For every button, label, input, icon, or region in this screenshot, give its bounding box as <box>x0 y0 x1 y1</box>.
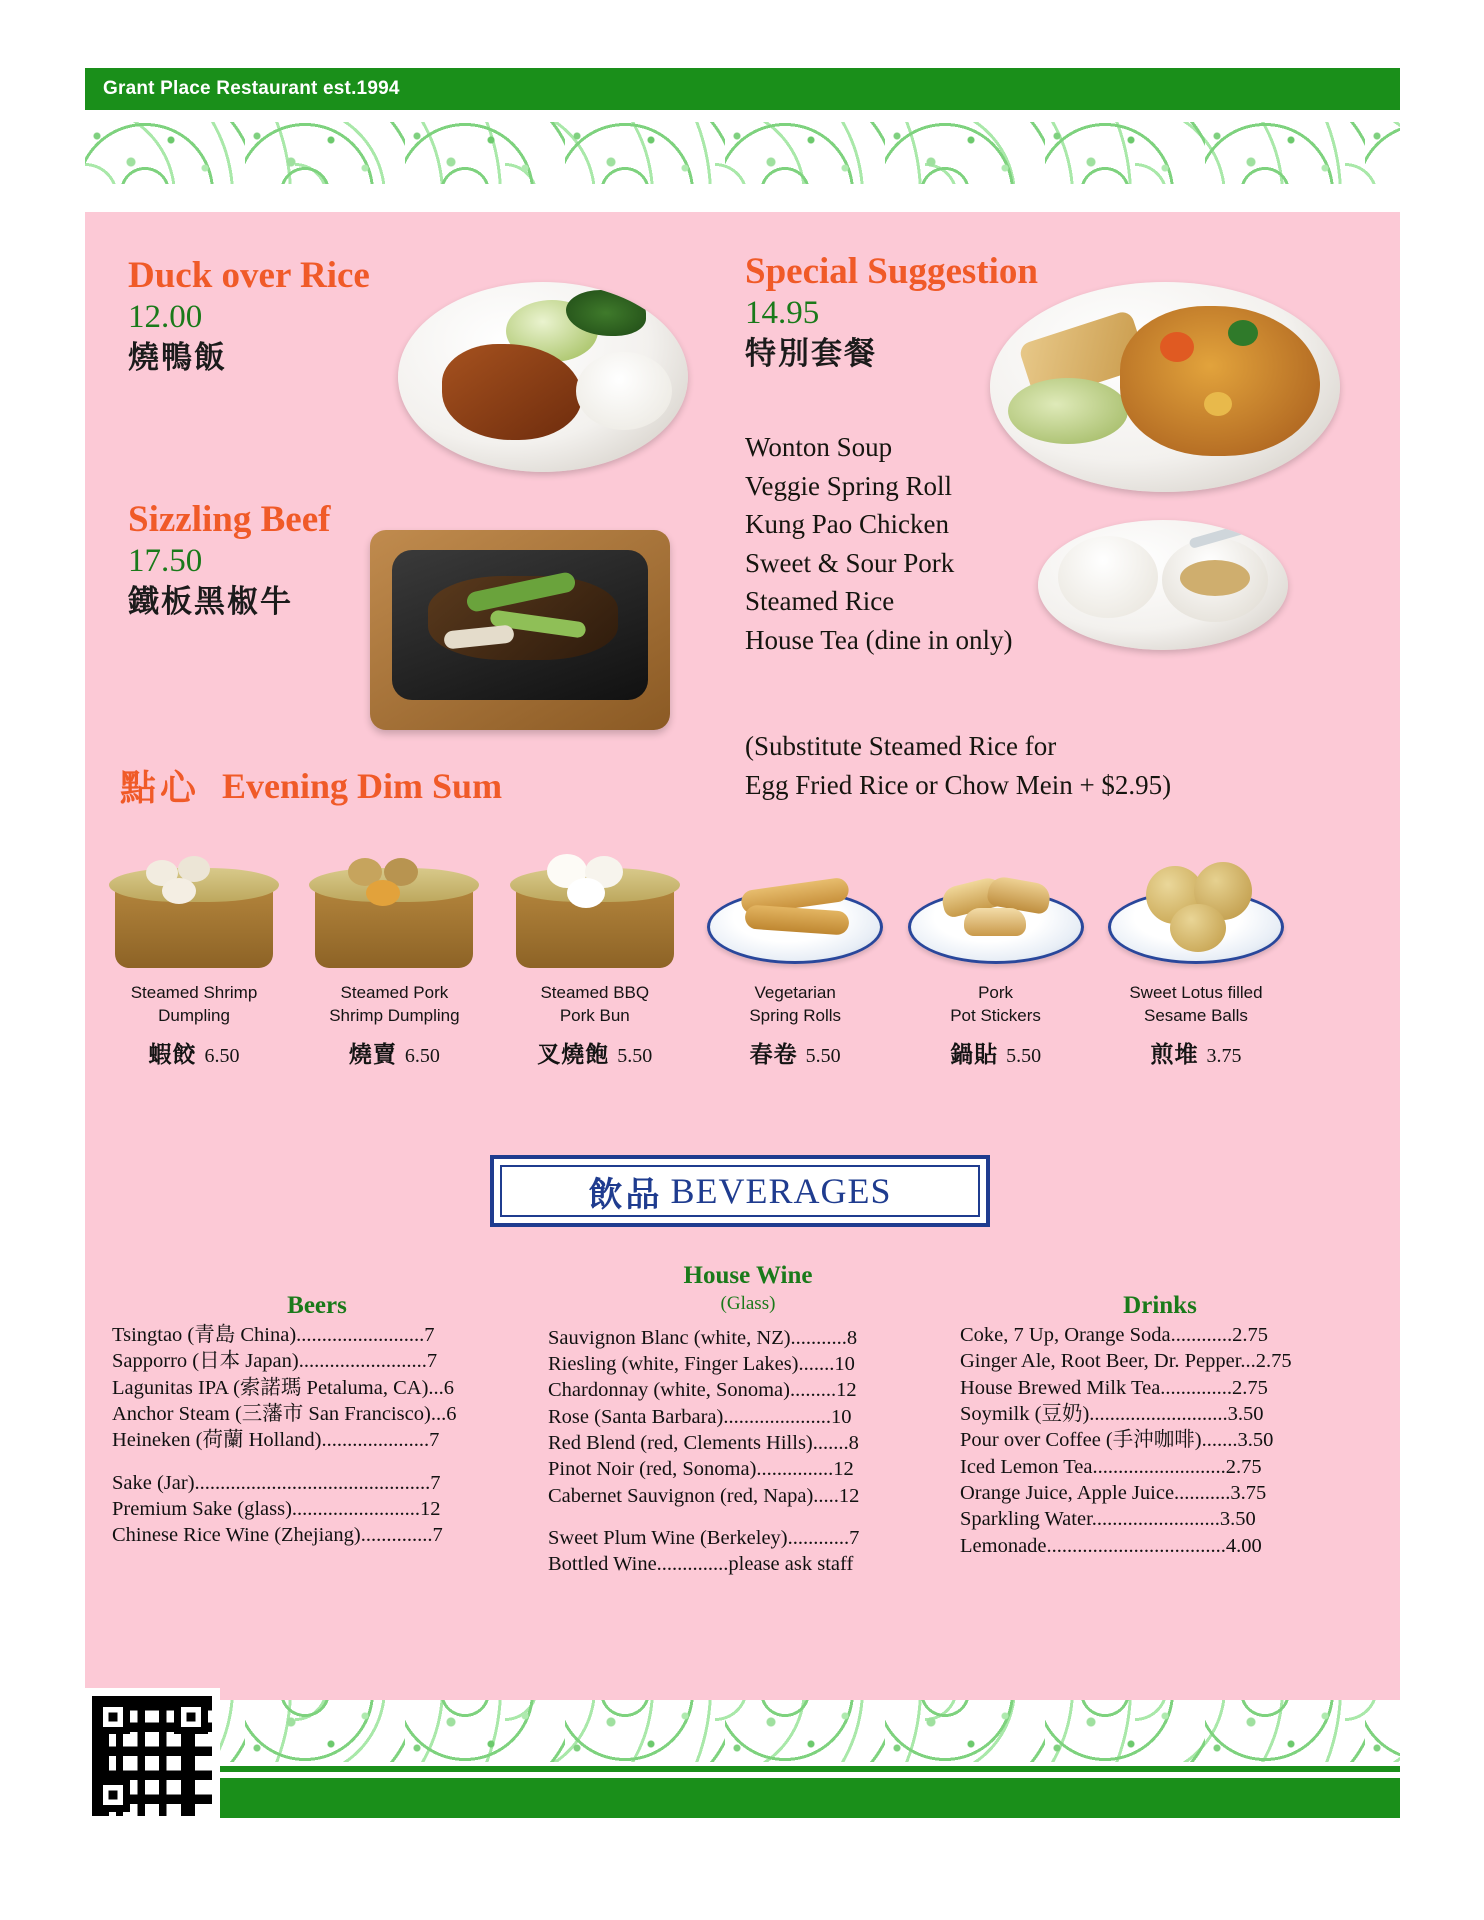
feature-sizzling-beef <box>128 500 330 622</box>
beverages-banner <box>490 1155 990 1227</box>
dim-sum-label-line1: Steamed Shrimp <box>130 983 258 1002</box>
steamed-shrimp-dumpling-photo <box>100 832 288 972</box>
dim-sum-item-pot-stickers <box>902 832 1090 1069</box>
special-note-line-1: (Substitute Steamed Rice for <box>745 731 1057 761</box>
special-items-list <box>745 428 1013 660</box>
wine-extra-line: Bottled Wine..............please ask staff <box>548 1553 854 1576</box>
dim-sum-heading <box>120 760 502 811</box>
dim-sum-label <box>501 982 689 1028</box>
drink-line: Soymilk (豆奶)...........................3.50 <box>960 1403 1264 1426</box>
special-combo-photo <box>990 282 1340 492</box>
drink-line: Ginger Ale, Root Beer, Dr. Pepper...2.75 <box>960 1350 1292 1373</box>
beef-price: 17.50 <box>128 542 203 579</box>
special-item: Steamed Rice <box>745 586 895 617</box>
dim-sum-chinese-name: 春卷 <box>749 1042 798 1067</box>
wine-line: Rose (Santa Barbara).....................10 <box>548 1405 852 1428</box>
sake-line: Chinese Rice Wine (Zhejiang)..............7 <box>112 1524 443 1547</box>
dim-sum-chinese-name: 煎堆 <box>1150 1042 1199 1067</box>
dim-sum-price: 5.50 <box>617 1045 653 1067</box>
steamed-bbq-pork-bun-photo <box>501 832 689 972</box>
duck-chinese: 燒鴨飯 <box>128 339 227 375</box>
beer-line: Heineken (荷蘭 Holland).....................7 <box>112 1429 440 1452</box>
drink-line: Pour over Coffee (手沖咖啡).......3.50 <box>960 1429 1274 1452</box>
dim-sum-english: Evening Dim Sum <box>222 765 503 806</box>
special-item: Kung Pao Chicken <box>745 509 949 540</box>
sesame-balls-photo <box>1102 832 1290 972</box>
dim-sum-label-line2: Shrimp Dumpling <box>329 1005 460 1025</box>
dim-sum-chinese-name: 蝦餃 <box>148 1042 197 1067</box>
footer-bar <box>85 1778 1400 1818</box>
beer-line: Tsingtao (青島 China).........................7 <box>112 1324 435 1347</box>
dim-sum-price-row <box>701 1036 889 1069</box>
drinks-column <box>960 1290 1360 1559</box>
footer-thin-bar <box>85 1766 1400 1772</box>
special-substitution-note <box>745 727 1305 805</box>
drink-line: Sparkling Water.........................3.50 <box>960 1508 1256 1531</box>
dim-sum-label-line1: Steamed Pork <box>340 983 449 1002</box>
wine-extra-line: Sweet Plum Wine (Berkeley)............7 <box>548 1526 860 1549</box>
dim-sum-label-line1: Steamed BBQ <box>540 983 650 1002</box>
dim-sum-label-line2: Sesame Balls <box>1143 1005 1248 1025</box>
special-item: House Tea (dine in only) <box>745 625 1013 656</box>
duck-title: Duck over Rice <box>128 255 370 296</box>
dim-sum-price-row <box>1102 1036 1290 1069</box>
dim-sum-label-line2: Pork Bun <box>559 1005 630 1025</box>
dim-sum-item-sesame-balls <box>1102 832 1290 1069</box>
beverages-english: BEVERAGES <box>670 1171 892 1211</box>
drink-line: Iced Lemon Tea..........................2.75 <box>960 1455 1262 1478</box>
dim-sum-item-spring-rolls <box>701 832 889 1069</box>
decorative-wave-top <box>85 122 1400 184</box>
dim-sum-label <box>701 982 889 1028</box>
dim-sum-chinese-name: 叉燒飽 <box>537 1042 610 1067</box>
beers-heading: Beers <box>287 1292 347 1319</box>
dim-sum-label <box>300 982 488 1028</box>
dim-sum-price: 6.50 <box>204 1045 240 1067</box>
beef-title: Sizzling Beef <box>128 499 331 540</box>
beer-line: Sapporro (日本 Japan).........................7 <box>112 1350 438 1373</box>
dim-sum-item-pork-shrimp-dumpling <box>300 832 488 1069</box>
feature-duck-over-rice <box>128 256 370 378</box>
drink-line: Orange Juice, Apple Juice...........3.75 <box>960 1482 1267 1505</box>
house-wine-subheading: (Glass) <box>720 1293 776 1315</box>
dim-sum-price-row <box>501 1036 689 1069</box>
dim-sum-item-bbq-pork-bun <box>501 832 689 1069</box>
beef-chinese: 鐵板黑椒牛 <box>128 583 293 619</box>
vegetarian-spring-rolls-photo <box>701 832 889 972</box>
dim-sum-label <box>100 982 288 1028</box>
wine-line: Sauvignon Blanc (white, NZ)...........8 <box>548 1326 858 1349</box>
dim-sum-label <box>1102 982 1290 1028</box>
special-chinese: 特別套餐 <box>745 335 877 371</box>
dim-sum-price-row <box>902 1036 1090 1069</box>
beverages-chinese: 飲品 <box>588 1176 663 1214</box>
wine-line: Cabernet Sauvignon (red, Napa).....12 <box>548 1484 860 1507</box>
house-wine-column <box>548 1260 948 1577</box>
dim-sum-label-line2: Pot Stickers <box>950 1005 1041 1025</box>
sake-line: Premium Sake (glass).........................12 <box>112 1498 441 1521</box>
steamed-pork-shrimp-dumpling-photo <box>300 832 488 972</box>
drink-line: House Brewed Milk Tea..............2.75 <box>960 1376 1268 1399</box>
drink-line: Lemonade...................................4.00 <box>960 1534 1262 1557</box>
qr-code[interactable] <box>86 1690 218 1822</box>
dim-sum-label <box>902 982 1090 1028</box>
dim-sum-label-line2: Dumpling <box>158 1005 230 1025</box>
drink-line: Coke, 7 Up, Orange Soda............2.75 <box>960 1324 1269 1347</box>
special-item: Sweet & Sour Pork <box>745 547 955 578</box>
dim-sum-price: 3.75 <box>1206 1045 1242 1067</box>
dim-sum-label-line1: Vegetarian <box>754 983 836 1002</box>
sizzling-beef-photo <box>370 530 670 730</box>
special-item: Veggie Spring Roll <box>745 470 952 501</box>
dim-sum-price: 5.50 <box>1006 1045 1042 1067</box>
special-note-line-2: Egg Fried Rice or Chow Mein + $2.95) <box>745 770 1172 801</box>
dim-sum-label-line1: Pork <box>978 983 1014 1002</box>
wine-line: Red Blend (red, Clements Hills).......8 <box>548 1431 859 1454</box>
special-price: 14.95 <box>745 294 820 331</box>
special-item: Wonton Soup <box>745 432 893 462</box>
dim-sum-item-shrimp-dumpling <box>100 832 288 1069</box>
beer-line: Anchor Steam (三藩市 San Francisco)...6 <box>112 1403 457 1426</box>
duck-price: 12.00 <box>128 298 203 335</box>
dim-sum-price-row <box>300 1036 488 1069</box>
sake-line: Sake (Jar)..............................................7 <box>112 1471 441 1494</box>
beers-column <box>112 1290 522 1549</box>
duck-over-rice-photo <box>398 282 688 472</box>
restaurant-title: Grant Place Restaurant est.1994 <box>103 78 400 99</box>
header-bar <box>85 68 1400 110</box>
dim-sum-chinese-name: 鍋貼 <box>950 1042 999 1067</box>
wine-line: Pinot Noir (red, Sonoma)...............12 <box>548 1458 854 1481</box>
beer-line: Lagunitas IPA (索諾瑪 Petaluma, CA)...6 <box>112 1376 455 1399</box>
dim-sum-items <box>100 832 1290 1069</box>
decorative-wave-bottom <box>85 1700 1400 1762</box>
dim-sum-label-line2: Spring Rolls <box>749 1005 841 1025</box>
dim-sum-chinese-name: 燒賣 <box>348 1042 397 1067</box>
dim-sum-price-row <box>100 1036 288 1069</box>
dim-sum-label-line1: Sweet Lotus filled <box>1129 983 1263 1002</box>
dim-sum-price: 6.50 <box>404 1045 440 1067</box>
wine-line: Riesling (white, Finger Lakes).......10 <box>548 1352 855 1375</box>
drinks-heading: Drinks <box>1123 1292 1197 1319</box>
house-wine-heading: House Wine <box>683 1262 813 1289</box>
dim-sum-chinese: 點心 <box>120 768 201 808</box>
wine-line: Chardonnay (white, Sonoma).........12 <box>548 1379 857 1402</box>
special-title: Special Suggestion <box>745 251 1038 292</box>
soup-and-rice-photo <box>1038 520 1288 650</box>
dim-sum-price: 5.50 <box>805 1045 841 1067</box>
pork-pot-stickers-photo <box>902 832 1090 972</box>
